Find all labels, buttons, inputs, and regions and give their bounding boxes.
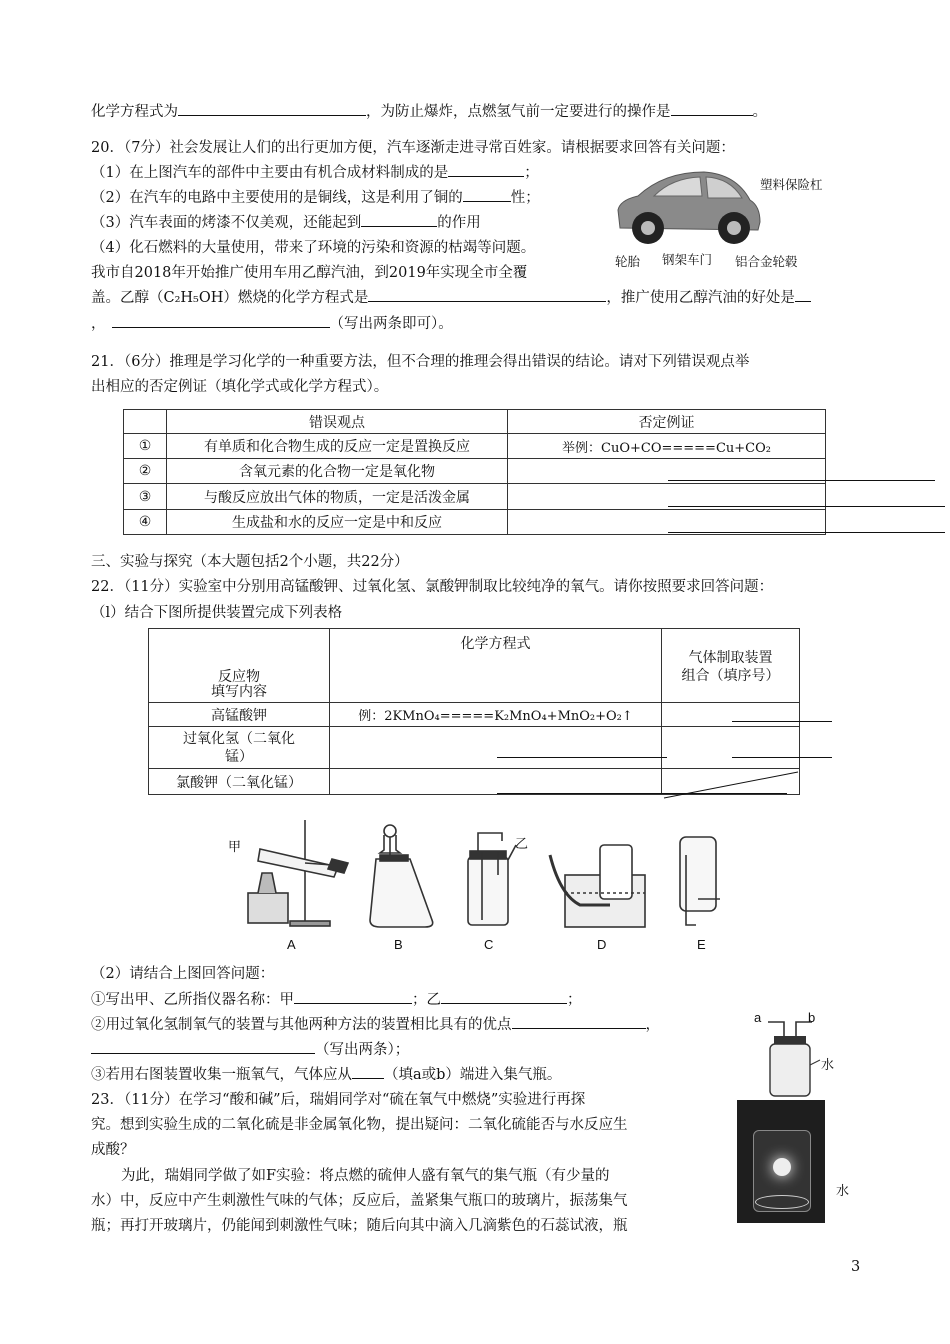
answer-cell[interactable] [662, 703, 800, 727]
q22-s3: ③若用右图装置收集一瓶氧气，气体应从 （填a或b）端进入集气瓶。 [91, 1063, 561, 1084]
answer-blank[interactable] [178, 101, 366, 116]
label-bottle-water: 水 [821, 1057, 835, 1072]
label-photo-water: 水 [836, 1183, 850, 1198]
answer-blank[interactable] [91, 1039, 315, 1054]
line-equation-hydrogen: 化学方程式为 ，为防止爆炸，点燃氢气前一定要进行的操作是 。 [91, 100, 767, 121]
q23-line4: 为此，瑞娟同学做了如F实验：将点燃的硫伸人盛有氧气的集气瓶（有少量的 [121, 1168, 610, 1184]
q23-line6: 瓶；再打开玻璃片，仍能闻到刺激性气味；随后向其中滴入几滴紫色的石蕊试液，瓶 [91, 1218, 628, 1234]
q20-p5: 我市自2018年开始推广使用车用乙醇汽油，到2019年实现全市全覆 [91, 265, 528, 281]
q23-line3: 成酸？ [91, 1142, 135, 1158]
car-illustration [612, 166, 762, 256]
gas-bottle-figure [752, 1010, 835, 1100]
apparatus-c [468, 833, 516, 925]
label-d: D [597, 937, 607, 952]
answer-line[interactable] [668, 532, 945, 533]
answer-cell[interactable] [330, 769, 662, 795]
apparatus-b [370, 825, 433, 927]
answer-blank[interactable] [112, 313, 330, 328]
q22-table: 反应物 填写内容 化学方程式 气体制取装置 组合（填序号） 高锰酸钾 例：2KMnO₄=====K₂MnO₄+MnO₂+O₂↑ 过氧化氢（二氧化 锰） 氯酸钾（二氧化锰） [148, 628, 800, 795]
q21-head2: 出相应的否定例证（填化学式或化学方程式）。 [91, 379, 389, 395]
answer-blank[interactable] [368, 287, 606, 302]
q21-head1: 21．（6分）推理是学习化学的一种重要方法，但不合理的推理会得出错误的结论。请对下列错误观点举 [91, 354, 750, 370]
answer-blank[interactable] [448, 162, 524, 177]
label-e: E [697, 937, 706, 952]
q22-s2: ②用过氧化氢制氧气的装置与其他两种方法的装置相比具有的优点 ， [91, 1013, 660, 1034]
q22-p2: （2）请结合上图回答问题： [91, 966, 275, 982]
label-c: C [484, 937, 494, 952]
q23-line2: 究。想到实验生成的二氧化硫是非金属氧化物，提出疑问：二氧化硫能否与水反应生 [91, 1117, 628, 1133]
q20-p1: （1）在上图汽车的部件中主要由有机合成材料制成的是 ； [91, 161, 539, 182]
answer-cell[interactable] [662, 727, 800, 769]
label-a: A [287, 937, 296, 952]
answer-line[interactable] [668, 506, 945, 507]
answer-blank[interactable] [671, 101, 753, 116]
apparatus-a [248, 820, 348, 926]
answer-blank[interactable] [352, 1064, 384, 1079]
q23-line1: 23．（11分）在学习“酸和碱”后，瑞娟同学对“硫在氧气中燃烧”实验进行再探 [91, 1092, 586, 1108]
q23-line5: 水）中，反应中产生刺激性气味的气体；反应后，盖紧集气瓶口的玻璃片，振荡集气 [91, 1193, 628, 1209]
q21-table: 错误观点 否定例证 ① 有单质和化合物生成的反应一定是置换反应 举例：CuO+CO=====Cu+CO₂ ② 含氧元素的化合物一定是氧化物 ③ 与酸反应放出气体的物质，一定是活泼金属 ④ 生成盐和水的反应一定是中和反应 [123, 409, 826, 535]
page-number: 3 [851, 1259, 861, 1275]
label-door: 钢架车门 [662, 253, 713, 267]
q20-p6: 盖。乙醇（C₂H₅OH）燃烧的化学方程式是 ，推广使用乙醇汽油的好处是 [91, 286, 811, 307]
answer-cell[interactable] [330, 727, 662, 769]
answer-line[interactable] [668, 480, 935, 481]
label-hub: 铝合金轮毂 [735, 255, 798, 269]
label-bumper: 塑料保险杠 [760, 178, 823, 192]
answer-blank[interactable] [441, 989, 567, 1004]
section-3-title: 三、实验与探究（本大题包括2个小题，共22分） [91, 554, 409, 570]
apparatus-figure [220, 815, 740, 955]
sulfur-combustion-photo [737, 1100, 825, 1223]
q20-p3: （3）汽车表面的烤漆不仅美观，还能起到 的作用 [91, 211, 481, 232]
label-bottle-a: a [754, 1010, 762, 1025]
answer-blank[interactable] [294, 989, 412, 1004]
answer-line[interactable] [732, 721, 832, 722]
answer-blank[interactable] [795, 287, 811, 302]
apparatus-e [680, 837, 720, 925]
q22-p1: （l）结合下图所提供装置完成下列表格 [91, 605, 343, 621]
answer-line[interactable] [497, 757, 667, 758]
answer-cell[interactable] [508, 510, 826, 535]
q22-s2-cont: （写出两条）； [91, 1038, 409, 1059]
diagonal-strike [662, 770, 802, 800]
label-bottle-b: b [808, 1010, 816, 1025]
q20-p7: ， （写出两条即可）。 [91, 312, 453, 333]
q22-head: 22．（11分）实验室中分别用高锰酸钾、过氧化氢、氯酸钾制取比较纯净的氧气。请你按照要求回答问题： [91, 579, 774, 595]
q20-p4: （4）化石燃料的大量使用，带来了环境的污染和资源的枯竭等问题。 [91, 240, 536, 256]
q20-p2: （2）在汽车的电路中主要使用的是铜线，这是利用了铜的 性； [91, 186, 540, 207]
q20-head: 20．（7分）社会发展让人们的出行更加方便，汽车逐渐走进寻常百姓家。请根据要求回答有关问题： [91, 140, 735, 156]
answer-blank[interactable] [361, 212, 437, 227]
apparatus-d [550, 845, 645, 927]
answer-line[interactable] [732, 757, 832, 758]
label-yi: 乙 [515, 836, 529, 851]
label-b: B [394, 937, 403, 952]
answer-blank[interactable] [512, 1014, 646, 1029]
q22-s1: ①写出甲、乙所指仪器名称：甲 ；乙 ； [91, 988, 582, 1009]
label-tire: 轮胎 [615, 255, 641, 269]
answer-blank[interactable] [463, 187, 511, 202]
label-jia: 甲 [228, 839, 242, 854]
